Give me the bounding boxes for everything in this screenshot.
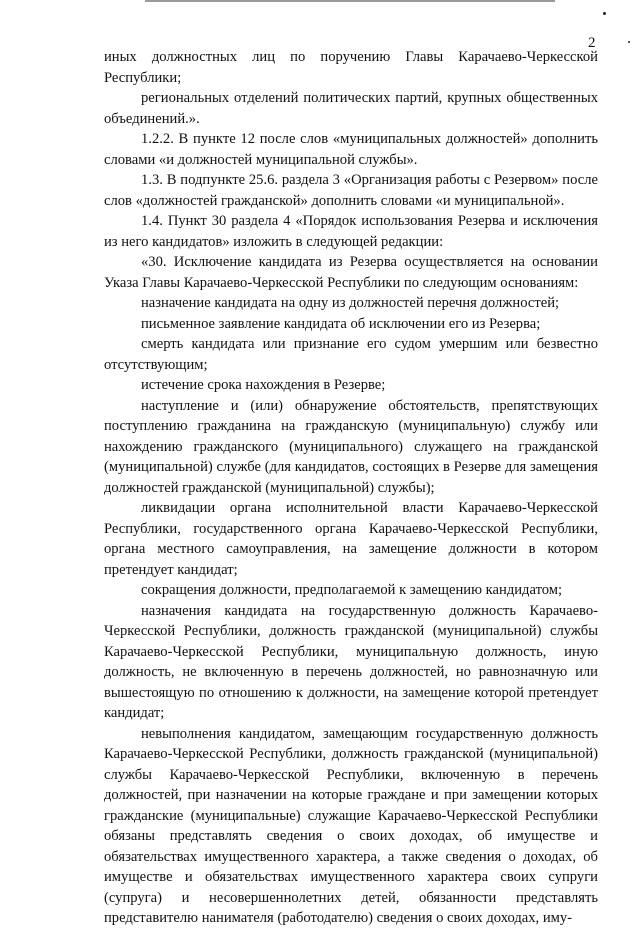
paragraph: ликвидации органа исполнительной власти Карачаево-Черкесской Республики, государственного органа Карачаево-Черкесской Республики, органа местного самоуправления, на замещение должности в котором претендует кандидат; <box>104 500 598 578</box>
paragraph: смерть кандидата или признание его судом умершим или безвестно отсутствующим; <box>104 336 598 373</box>
scan-speck <box>603 12 606 15</box>
paragraph: 1.2.2. В пункте 12 после слов «муниципальных должностей» дополнить словами «и должностей муниципальной службы». <box>104 131 598 168</box>
paragraph: наступление и (или) обнаружение обстоятельств, препятствующих поступлению гражданина на гражданскую (муниципальную) службу или нахождению гражданского (муниципального) служащего на гражданской (муниципальной) службе (для кандидатов, состоящих в Резерве для замещения должностей гражданской (муниципальной) службы); <box>104 397 598 496</box>
paragraph: 1.3. В подпункте 25.6. раздела 3 «Организация работы с Резервом» после слов «должностей гражданской» дополнить словами «и муниципальной». <box>104 172 598 209</box>
page-number: 2 <box>588 35 596 51</box>
paragraph: назначение кандидата на одну из должностей перечня должностей; <box>141 295 560 311</box>
paragraph: региональных отделений политических партий, крупных общественных объединений.». <box>104 90 598 127</box>
paragraph: сокращения должности, предполагаемой к замещению кандидатом; <box>141 582 563 598</box>
paragraph: 1.4. Пункт 30 раздела 4 «Порядок использования Резерва и исключения из него кандидатов» изложить в следующей редакции: <box>104 213 598 250</box>
paragraph: письменное заявление кандидата об исключении его из Резерва; <box>141 315 541 332</box>
document-body <box>104 47 598 929</box>
paragraph: «30. Исключение кандидата из Резерва осуществляется на основании Указа Главы Карачаево-Черкесской Республики по следующим основаниям: <box>104 254 598 291</box>
paragraph: невыполнения кандидатом, замещающим государственную должность Карачаево-Черкесской Республики, должность гражданской (муниципальной) службы Карачаево-Черкесской Республики, включенную в перечень должностей, при назначении на которые граждане и при замещении которых гражданские (муниципальные) служащие Карачаево-Черкесской Республики обязаны представлять сведения о своих доходах, об имуществе и обязательствах имущественного характера, а также сведения о доходах, об имуществе и обязательствах имущественного характера своих супруги (супруга) и несовершеннолетних детей, обязанности представлять представителю нанимателя (работодателю) сведения о своих доходах, иму- <box>104 725 598 926</box>
scan-speck <box>628 41 630 43</box>
paragraph: истечение срока нахождения в Резерве; <box>141 377 386 393</box>
scan-top-edge-line <box>145 0 555 2</box>
paragraph: назначения кандидата на государственную должность Карачаево-Черкесской Республики, должность гражданской (муниципальной) службы Карачаево-Черкесской Республики, муниципальную должность, иную должность, не включенную в перечень должностей, но равнозначную или вышестоящую по отношению к должности, на замещение которой претендует кандидат; <box>104 602 598 721</box>
paragraph: иных должностных лиц по поручению Главы Карачаево-Черкесской Республики; <box>104 49 598 86</box>
